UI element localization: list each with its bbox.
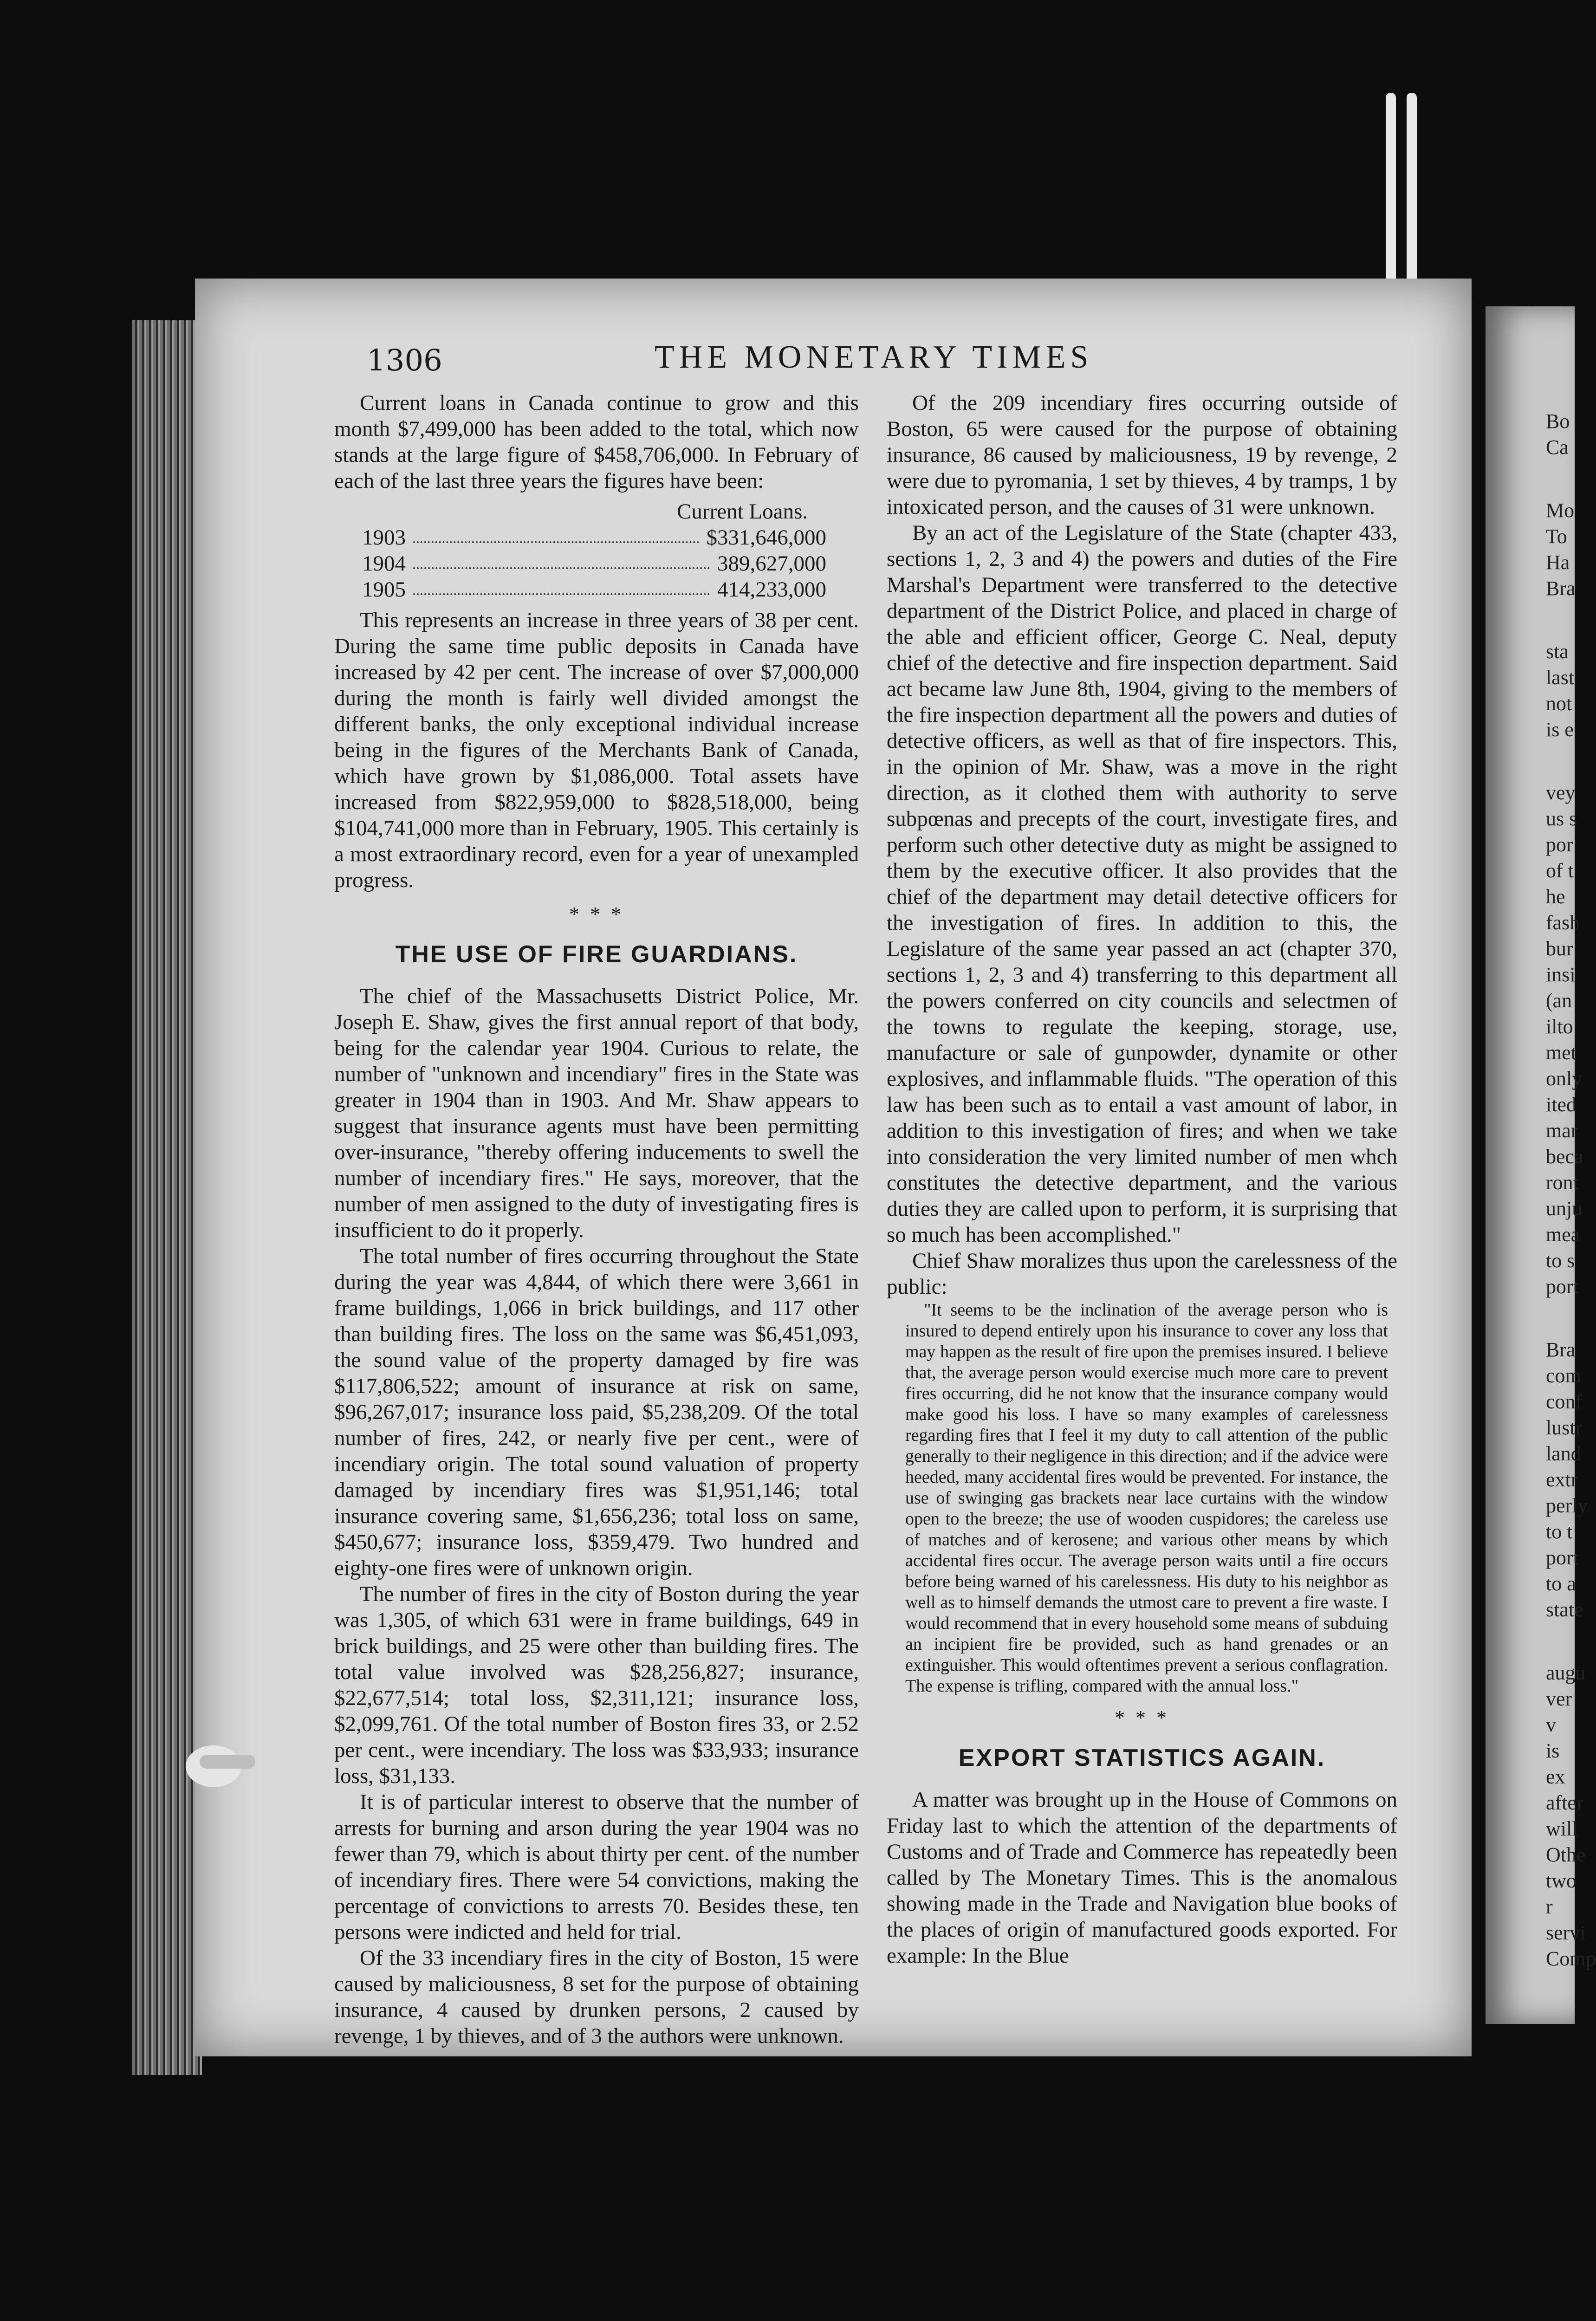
leader-dots bbox=[413, 551, 710, 569]
fragment-line: is ex bbox=[1546, 1739, 1565, 1788]
fragment-line: extr bbox=[1546, 1468, 1578, 1491]
fragment-line: fash bbox=[1546, 911, 1580, 934]
fragment-line: insi bbox=[1546, 963, 1576, 986]
fragment-line: will bbox=[1546, 1817, 1578, 1840]
paragraph: Current loans in Canada continue to grow and this month $7,499,000 has been added to the total, which now stands at the large figure of $458,706,000. In February of each of the last three years the figures have been: bbox=[334, 391, 859, 493]
fragment-line: after bbox=[1546, 1791, 1583, 1814]
fragment-line: port bbox=[1546, 1546, 1579, 1569]
fragment-line: last bbox=[1546, 666, 1575, 689]
fragment-line: ilto bbox=[1546, 1015, 1573, 1038]
year-cell: 1904 bbox=[362, 551, 406, 576]
fragment-line: perly bbox=[1546, 1494, 1588, 1517]
fragment-line: Mo bbox=[1546, 499, 1575, 522]
paragraph: It is of particular interest to observe that the number of arrests for burning and arson during the year 1904 was no fewer than 79, which is about thirty per cent. of the number of incendiary fires. There were 54 convictions, making the percentage of convictions to arrests 70. Besides these, ten persons were indicted and held for trial. bbox=[334, 1790, 859, 1944]
fragment-line: of t bbox=[1546, 859, 1574, 882]
fragment-line: To bbox=[1546, 525, 1567, 548]
fragment-line: sta bbox=[1546, 640, 1569, 663]
current-loans-table bbox=[362, 499, 826, 603]
fragment-line: Comp bbox=[1546, 1947, 1596, 1970]
leader-dots bbox=[413, 577, 710, 595]
fragment-line: he bbox=[1546, 885, 1565, 908]
fragment-line: port bbox=[1546, 1275, 1579, 1298]
fragment-line: Ca bbox=[1546, 436, 1569, 459]
fragment-line: met bbox=[1546, 1041, 1577, 1064]
paragraph: A matter was brought up in the House of Commons on Friday last to which the attention of the departments of Customs and of Trade and Commerce has repeatedly been called by The Monetary Times. This is the anomalous showing made in the Trade and Navigation blue books of the places of origin of manufactured goods exported. For example: In the Blue bbox=[887, 1788, 1397, 1968]
left-column bbox=[334, 390, 859, 2049]
fragment-block bbox=[1546, 639, 1583, 743]
page-holder-arm bbox=[200, 1755, 255, 1769]
section-separator: * * * bbox=[569, 903, 624, 926]
page-header bbox=[367, 334, 1309, 385]
fragment-line: com bbox=[1546, 1364, 1581, 1387]
fragment-line: mea bbox=[1546, 1223, 1580, 1246]
paragraph: By an act of the Legislature of the State (chapter 433, sections 1, 2, 3 and 4) the powers and duties of the Fire Marshal's Department were transferred to the detective department of the District Police, and placed in charge of the able and efficient officer, George C. Neal, deputy chief of the detective and fire inspection department. Said act became law June 8th, 1904, giving to the members of the fire inspection department all the powers and duties of detective officers, as well as that of fire inspectors. This, in the opinion of Mr. Shaw, was a move in the right direction, as it clothed them with authority to serve subpœnas and precepts of the court, investigate fires, and perform such other detective duty as might be assigned to them by the executive officer. It also provides that the chief of the department may detail detective officers for the investigation of fires. In addition to this, the Legislature of the same year passed an act (chapter 370, sections 1, 2, 3 and 4) transferring to this department all the powers conferred on city councils and selectmen of the towns to regulate the keeping, storage, use, manufacture or sale of gunpowder, dynamite or other explosives, and inflammable fluids. "The operation of this law has been such as to entail a vast amount of labor, in addition to this investigation of fires; and when we take into consideration the very limited number of men whch constitutes the detective department, and the various duties they are called upon to perform, it is surprising that so much has been accomplished." bbox=[887, 521, 1397, 1247]
fragment-line: not bbox=[1546, 692, 1572, 715]
fragment-line: beca bbox=[1546, 1145, 1583, 1168]
fragment-line: is e bbox=[1546, 718, 1574, 741]
table-row bbox=[362, 551, 826, 577]
fragment-line: ront bbox=[1546, 1171, 1579, 1194]
year-cell: 1905 bbox=[362, 577, 406, 602]
fragment-line: ited bbox=[1546, 1093, 1577, 1116]
fragment-line: only bbox=[1546, 1067, 1583, 1090]
fragment-block bbox=[1546, 780, 1583, 1300]
table-row bbox=[362, 525, 826, 551]
running-title: THE MONETARY TIMES bbox=[655, 339, 1093, 375]
fragment-line: por bbox=[1546, 833, 1573, 856]
fragment-line: two r bbox=[1546, 1869, 1577, 1918]
fragment-line: Bra bbox=[1546, 1338, 1576, 1361]
paragraph: The chief of the Massachusetts District Police, Mr. Joseph E. Shaw, gives the first annual report of that body, being for the calendar year 1904. Curious to relate, the number of "unknown and incendiary" fires in the State was greater in 1904 than in 1903. And Mr. Shaw appears to suggest that insurance agents must have been permitting over-insurance, "thereby offering inducements to swell the number of incendiary fires." He says, moreover, that the number of men assigned to the duty of investigating fires is insufficient to do it properly. bbox=[334, 984, 859, 1242]
fragment-block bbox=[1546, 498, 1583, 602]
fragment-line: to a bbox=[1546, 1572, 1576, 1595]
fragment-line: to t bbox=[1546, 1520, 1573, 1543]
paragraph: Of the 33 incendiary fires in the city of Boston, 15 were caused by maliciousness, 8 set for the purpose of obtaining insurance, 4 caused by drunken persons, 2 caused by revenge, 1 by thieves, and of 3 the authors were unknown. bbox=[334, 1946, 859, 2048]
book-page-edges bbox=[132, 320, 202, 2075]
table-row bbox=[362, 577, 826, 603]
fragment-line: Bra bbox=[1546, 577, 1576, 600]
section-separator: * * * bbox=[1115, 1706, 1169, 1729]
fragment-line: vey bbox=[1546, 781, 1576, 804]
fragment-line: to s bbox=[1546, 1249, 1575, 1272]
fragment-block bbox=[1546, 1660, 1596, 1972]
year-cell: 1903 bbox=[362, 525, 406, 550]
fragment-line: (an bbox=[1546, 989, 1572, 1012]
table-caption: Current Loans. bbox=[677, 499, 808, 524]
fragment-block bbox=[1546, 408, 1583, 460]
leader-dots bbox=[413, 525, 699, 543]
fragment-line: ver v bbox=[1546, 1687, 1572, 1736]
paragraph: This represents an increase in three years of 38 per cent. During the same time public deposits in Canada have increased by 42 per cent. The increase of over $7,000,000 during the month is fairly well divided amongst the different banks, the only exceptional individual increase being in the figures of the Merchants Bank of Canada, which have grown by $1,086,000. Total assets have increased from $822,959,000 to $828,518,000, being $104,741,000 more than in February, 1905. This certainly is a most extraordinary record, even for a year of unexampled progress. bbox=[334, 608, 859, 892]
fragment-line: Ha bbox=[1546, 551, 1570, 574]
fragment-line: lustr bbox=[1546, 1416, 1583, 1439]
block-quote: "It seems to be the inclination of the average person who is insured to depend entirely upon his insurance to cover any loss that may happen as the result of fire upon the premises insured. I believe that, the average person would exercise much more care to prevent fires occurring, did he not know that the insurance company would make good his loss. I have so many examples of carelessness regarding fires that I feel it my duty to call attention of the public generally to their negligence in this direction; and if the advice were heeded, many accidental fires would be prevented. For instance, the use of swinging gas brackets near lace curtains with the window open to the breeze; the use of wooden cuspidores; the careless use of matches and of kerosene; and various other means by which accidental fires occur. The average person waits until a fire occurs before being warned of his carelessness. His duty to his neighbor as well as to himself demands the utmost care to prevent a fire waste. I would recommend that in every household some means of subduing an incipient fire be provided, such as hand grenades or an extinguisher. This would oftentimes prevent a serious conflagration. The expense is trifling, compared with the annual loss." bbox=[905, 1300, 1388, 1696]
section-heading: EXPORT STATISTICS AGAIN. bbox=[958, 1744, 1326, 1771]
section-heading: THE USE OF FIRE GUARDIANS. bbox=[395, 941, 798, 968]
page-number: 1306 bbox=[367, 344, 442, 378]
value-cell: $331,646,000 bbox=[706, 525, 826, 550]
fragment-line: servi bbox=[1546, 1921, 1586, 1944]
fragment-block bbox=[1546, 1337, 1588, 1623]
next-page-fragments bbox=[1546, 408, 1596, 2009]
paragraph: The total number of fires occurring throughout the State during the year was 4,844, of which there were 3,661 in frame buildings, 1,066 in brick buildings, and 117 other than building fires. The loss on the same was $6,451,093, the sound value of the property damaged by fire was $117,806,522; amount of insurance at risk on same, $96,267,017; insurance loss paid, $5,238,209. Of the total number of fires, 242, or nearly five per cent., were of incendiary origin. The total sound valuation of property damaged by incendiary fires was $1,951,146; total insurance covering same, $1,656,236; total loss on same, $450,677; insurance loss, $359,479. Two hundred and eighty-one fires were of unknown origin. bbox=[334, 1244, 859, 1580]
fragment-line: land bbox=[1546, 1442, 1581, 1465]
fragment-line: augu bbox=[1546, 1661, 1586, 1684]
value-cell: 414,233,000 bbox=[717, 577, 826, 602]
fragment-line: unju bbox=[1546, 1197, 1583, 1220]
fragment-line: bur bbox=[1546, 937, 1573, 960]
value-cell: 389,627,000 bbox=[717, 551, 826, 576]
right-column bbox=[887, 390, 1397, 1969]
paragraph: Chief Shaw moralizes thus upon the carelessness of the public: bbox=[887, 1249, 1397, 1299]
fragment-line: us s bbox=[1546, 807, 1577, 830]
fragment-line: Bo bbox=[1546, 410, 1570, 433]
fragment-line: mar bbox=[1546, 1119, 1578, 1142]
paragraph: Of the 209 incendiary fires occurring outside of Boston, 65 were caused for the purpose of obtaining insurance, 86 caused by maliciousness, 19 by revenge, 2 were due to pyromania, 1 set by thieves, 4 by tramps, 1 by intoxicated person, and the causes of 31 were unknown. bbox=[887, 391, 1397, 519]
paragraph: The number of fires in the city of Boston during the year was 1,305, of which 631 were in frame buildings, 649 in brick buildings, and 25 were other than building fires. The total value involved was $28,256,827; insurance, $22,677,514; total loss, $2,311,121; insurance loss, $2,099,761. Of the total number of Boston fires 33, or 2.52 per cent., were incendiary. The loss was $33,933; insurance loss, $31,133. bbox=[334, 1582, 859, 1788]
fragment-line: conf bbox=[1546, 1390, 1583, 1413]
fragment-line: state bbox=[1546, 1598, 1583, 1621]
fragment-line: Othe bbox=[1546, 1843, 1586, 1866]
